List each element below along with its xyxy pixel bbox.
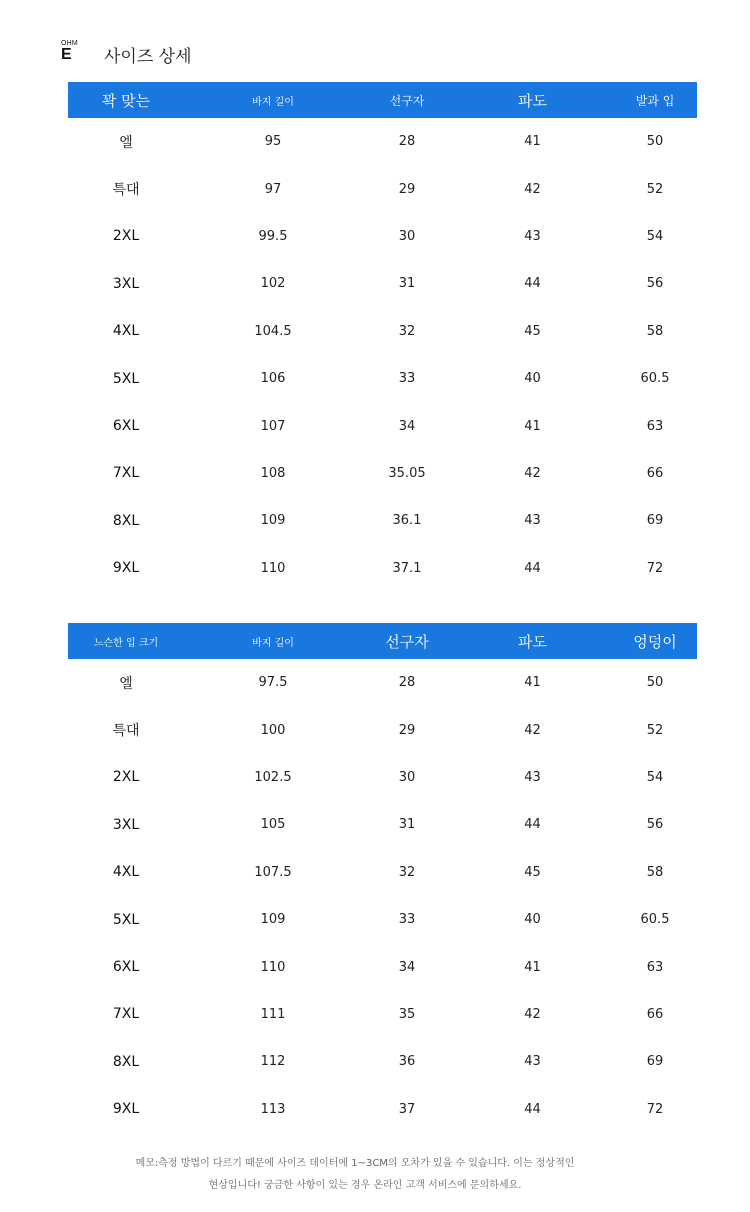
table-row xyxy=(68,849,697,896)
waist-cell: 35 xyxy=(398,1006,416,1022)
last-cell: 72 xyxy=(646,560,664,576)
table-row xyxy=(68,355,697,402)
thigh-cell: 43 xyxy=(524,228,541,244)
table-row xyxy=(68,497,697,544)
length-cell: 102 xyxy=(260,276,286,292)
last-cell: 69 xyxy=(646,513,664,529)
table-row xyxy=(68,1086,697,1133)
waist-cell: 30 xyxy=(398,769,416,785)
table-row xyxy=(68,165,697,212)
waist-cell: 33 xyxy=(398,371,416,387)
thigh-cell: 44 xyxy=(524,1101,541,1117)
size-cell: 4XL xyxy=(112,323,140,340)
page-header xyxy=(60,38,460,68)
table-row xyxy=(68,118,697,165)
column-header-waist: 선구자 xyxy=(389,93,425,108)
table-row xyxy=(68,706,697,753)
waist-cell: 29 xyxy=(398,181,416,197)
last-cell: 56 xyxy=(646,276,664,292)
size-cell: 8XL xyxy=(112,512,140,529)
table-row xyxy=(68,260,697,307)
length-cell: 102.5 xyxy=(254,769,292,785)
last-cell: 54 xyxy=(646,769,664,785)
thigh-cell: 40 xyxy=(524,371,541,387)
size-cell: 5XL xyxy=(112,370,140,387)
size-cell: 9XL xyxy=(112,560,140,577)
length-cell: 104.5 xyxy=(254,323,292,339)
length-cell: 109 xyxy=(260,513,286,529)
size-cell: 5XL xyxy=(112,911,140,928)
length-cell: 97.5 xyxy=(258,675,288,691)
waist-cell: 31 xyxy=(398,276,416,292)
size-cell: 7XL xyxy=(112,465,140,482)
column-header-fit: 느슨한 입 크기 xyxy=(93,637,159,649)
length-cell: 99.5 xyxy=(258,228,288,244)
table-row xyxy=(68,896,697,943)
table-body xyxy=(68,659,697,1133)
thigh-cell: 41 xyxy=(524,675,541,691)
table-row xyxy=(68,450,697,497)
length-cell: 106 xyxy=(260,371,286,387)
size-table-slim xyxy=(68,82,697,592)
size-cell: 엘 xyxy=(119,134,133,151)
last-cell: 66 xyxy=(646,1006,664,1022)
column-header-hem: 발과 입 xyxy=(635,93,675,108)
last-cell: 63 xyxy=(646,418,664,434)
last-cell: 69 xyxy=(646,1054,664,1070)
size-cell: 특대 xyxy=(112,182,140,199)
table-row xyxy=(68,754,697,801)
length-cell: 97 xyxy=(264,181,282,197)
size-cell: 7XL xyxy=(112,1006,140,1023)
length-cell: 108 xyxy=(260,465,286,481)
thigh-cell: 44 xyxy=(524,817,541,833)
length-cell: 105 xyxy=(260,817,286,833)
size-cell: 엘 xyxy=(119,675,133,692)
last-cell: 56 xyxy=(646,817,664,833)
thigh-cell: 43 xyxy=(524,769,541,785)
size-cell: 9XL xyxy=(112,1101,140,1118)
last-cell: 50 xyxy=(646,134,664,150)
size-cell: 6XL xyxy=(112,959,140,976)
last-cell: 72 xyxy=(646,1101,664,1117)
thigh-cell: 41 xyxy=(524,959,541,975)
last-cell: 54 xyxy=(646,228,664,244)
thigh-cell: 42 xyxy=(524,181,541,197)
waist-cell: 37 xyxy=(398,1101,416,1117)
last-cell: 63 xyxy=(646,959,664,975)
waist-cell: 36.1 xyxy=(392,513,422,529)
waist-cell: 37.1 xyxy=(392,560,422,576)
logo-small-text: OHM xyxy=(61,40,78,47)
waist-cell: 28 xyxy=(398,134,416,150)
column-header-hip: 엉덩이 xyxy=(633,632,677,651)
last-cell: 52 xyxy=(646,181,664,197)
waist-cell: 30 xyxy=(398,228,416,244)
size-cell: 특대 xyxy=(112,723,140,740)
column-header-length: 바지 길이 xyxy=(252,96,294,108)
column-header-thigh: 파도 xyxy=(518,632,547,651)
column-header-fit: 꽉 맞는 xyxy=(101,91,151,110)
length-cell: 100 xyxy=(260,722,286,738)
size-cell: 6XL xyxy=(112,418,140,435)
table-row xyxy=(68,545,697,592)
waist-cell: 28 xyxy=(398,675,416,691)
size-cell: 3XL xyxy=(112,816,140,833)
waist-cell: 29 xyxy=(398,722,416,738)
thigh-cell: 45 xyxy=(524,864,541,880)
table-row xyxy=(68,991,697,1038)
table-row xyxy=(68,213,697,260)
table-row xyxy=(68,659,697,706)
length-cell: 110 xyxy=(260,560,286,576)
length-cell: 112 xyxy=(260,1054,286,1070)
thigh-cell: 43 xyxy=(524,513,541,529)
table-header xyxy=(68,623,697,659)
size-cell: 2XL xyxy=(112,228,140,245)
thigh-cell: 42 xyxy=(524,722,541,738)
table-body xyxy=(68,118,697,592)
table-row xyxy=(68,1038,697,1085)
logo-main-text: E xyxy=(61,46,72,63)
column-header-length: 바지 길이 xyxy=(252,637,294,649)
length-cell: 107 xyxy=(260,418,286,434)
thigh-cell: 42 xyxy=(524,465,541,481)
waist-cell: 32 xyxy=(398,323,416,339)
footnote-line-1: 메모:측정 방법이 다르기 때문에 사이즈 데이터에 1~3CM의 오차가 있을 수 있습니다. 이는 정상적인 xyxy=(135,1158,575,1169)
waist-cell: 32 xyxy=(398,864,416,880)
column-header-thigh: 파도 xyxy=(518,91,547,110)
brand-logo xyxy=(60,38,90,68)
last-cell: 60.5 xyxy=(640,912,670,928)
size-table-loose xyxy=(68,623,697,1133)
table-row xyxy=(68,308,697,355)
waist-cell: 35.05 xyxy=(388,465,426,481)
table-header xyxy=(68,82,697,118)
thigh-cell: 42 xyxy=(524,1006,541,1022)
size-cell: 4XL xyxy=(112,864,140,881)
length-cell: 110 xyxy=(260,959,286,975)
length-cell: 95 xyxy=(264,134,282,150)
thigh-cell: 41 xyxy=(524,418,541,434)
length-cell: 113 xyxy=(260,1101,286,1117)
thigh-cell: 44 xyxy=(524,276,541,292)
last-cell: 60.5 xyxy=(640,371,670,387)
table-row xyxy=(68,943,697,990)
thigh-cell: 45 xyxy=(524,323,541,339)
footnote-line-2: 현상입니다! 궁금한 사항이 있는 경우 온라인 고객 서비스에 문의하세요. xyxy=(208,1180,522,1191)
last-cell: 52 xyxy=(646,722,664,738)
last-cell: 58 xyxy=(646,864,664,880)
waist-cell: 34 xyxy=(398,959,416,975)
size-cell: 2XL xyxy=(112,769,140,786)
waist-cell: 36 xyxy=(398,1054,416,1070)
length-cell: 107.5 xyxy=(254,864,292,880)
thigh-cell: 41 xyxy=(524,134,541,150)
page-title: 사이즈 상세 xyxy=(104,47,192,67)
length-cell: 109 xyxy=(260,912,286,928)
last-cell: 58 xyxy=(646,323,664,339)
last-cell: 66 xyxy=(646,465,664,481)
thigh-cell: 43 xyxy=(524,1054,541,1070)
waist-cell: 34 xyxy=(398,418,416,434)
column-header-waist: 선구자 xyxy=(385,632,429,651)
table-row xyxy=(68,801,697,848)
size-cell: 3XL xyxy=(112,275,140,292)
last-cell: 50 xyxy=(646,675,664,691)
size-cell: 8XL xyxy=(112,1053,140,1070)
length-cell: 111 xyxy=(260,1006,286,1022)
thigh-cell: 44 xyxy=(524,560,541,576)
table-row xyxy=(68,402,697,449)
thigh-cell: 40 xyxy=(524,912,541,928)
waist-cell: 33 xyxy=(398,912,416,928)
waist-cell: 31 xyxy=(398,817,416,833)
